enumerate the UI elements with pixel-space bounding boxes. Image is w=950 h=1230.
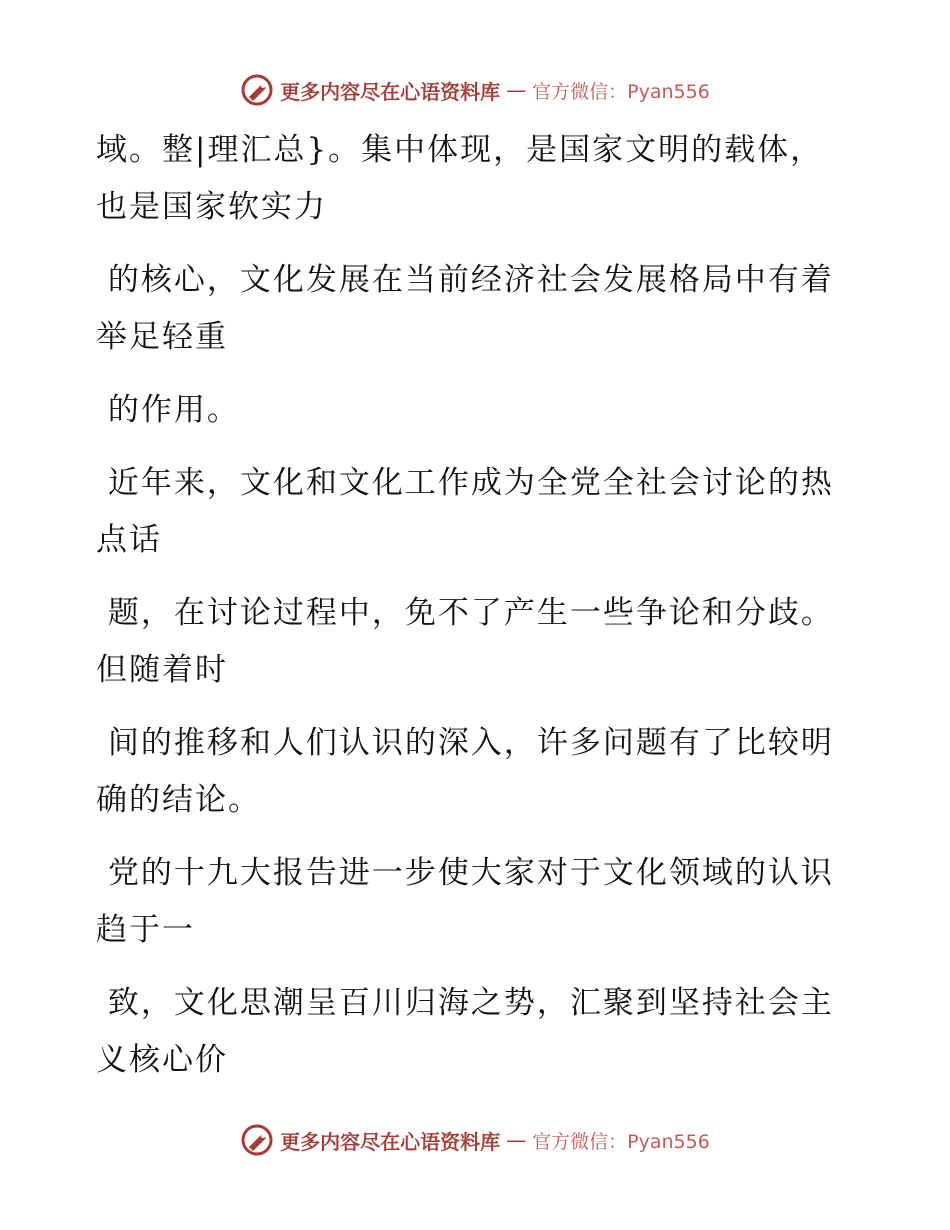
paragraph: 党的十九大报告进一步使大家对于文化领域的认识趋于一 [96, 855, 834, 948]
paragraph: 致，文化思潮呈百川归海之势，汇聚到坚持社会主义核心价 [96, 985, 834, 1078]
paragraph: 间的推移和人们认识的深入，许多问题有了比较明确的结论。 [96, 725, 834, 818]
paragraph: 题，在讨论过程中，免不了产生一些争论和分歧。但随着时 [96, 595, 834, 688]
paragraph: 近年来，文化和文化工作成为全党全社会讨论的热点话 [96, 465, 834, 558]
pen-nib-logo-icon [240, 73, 274, 107]
watermark-wechat: 官方微信：Pyan556 [532, 1130, 710, 1153]
watermark-site-name: 更多内容尽在心语资料库 [280, 79, 501, 104]
watermark-wechat: 官方微信：Pyan556 [532, 80, 710, 103]
watermark-dash: — [506, 1128, 527, 1152]
paragraph: 的核心，文化发展在当前经济社会发展格局中有着举足轻重 [96, 262, 834, 355]
watermark-footer [0, 1120, 950, 1160]
paragraph: 域。整|理汇总}。集中体现，是国家文明的载体，也是国家软实力 [96, 132, 824, 225]
pen-nib-logo-icon [240, 1123, 274, 1157]
watermark-dash: — [506, 78, 527, 102]
watermark-header [0, 70, 950, 110]
paragraph: 的作用。 [96, 392, 240, 428]
watermark-site-name: 更多内容尽在心语资料库 [280, 1129, 501, 1154]
document-body [96, 122, 836, 1105]
